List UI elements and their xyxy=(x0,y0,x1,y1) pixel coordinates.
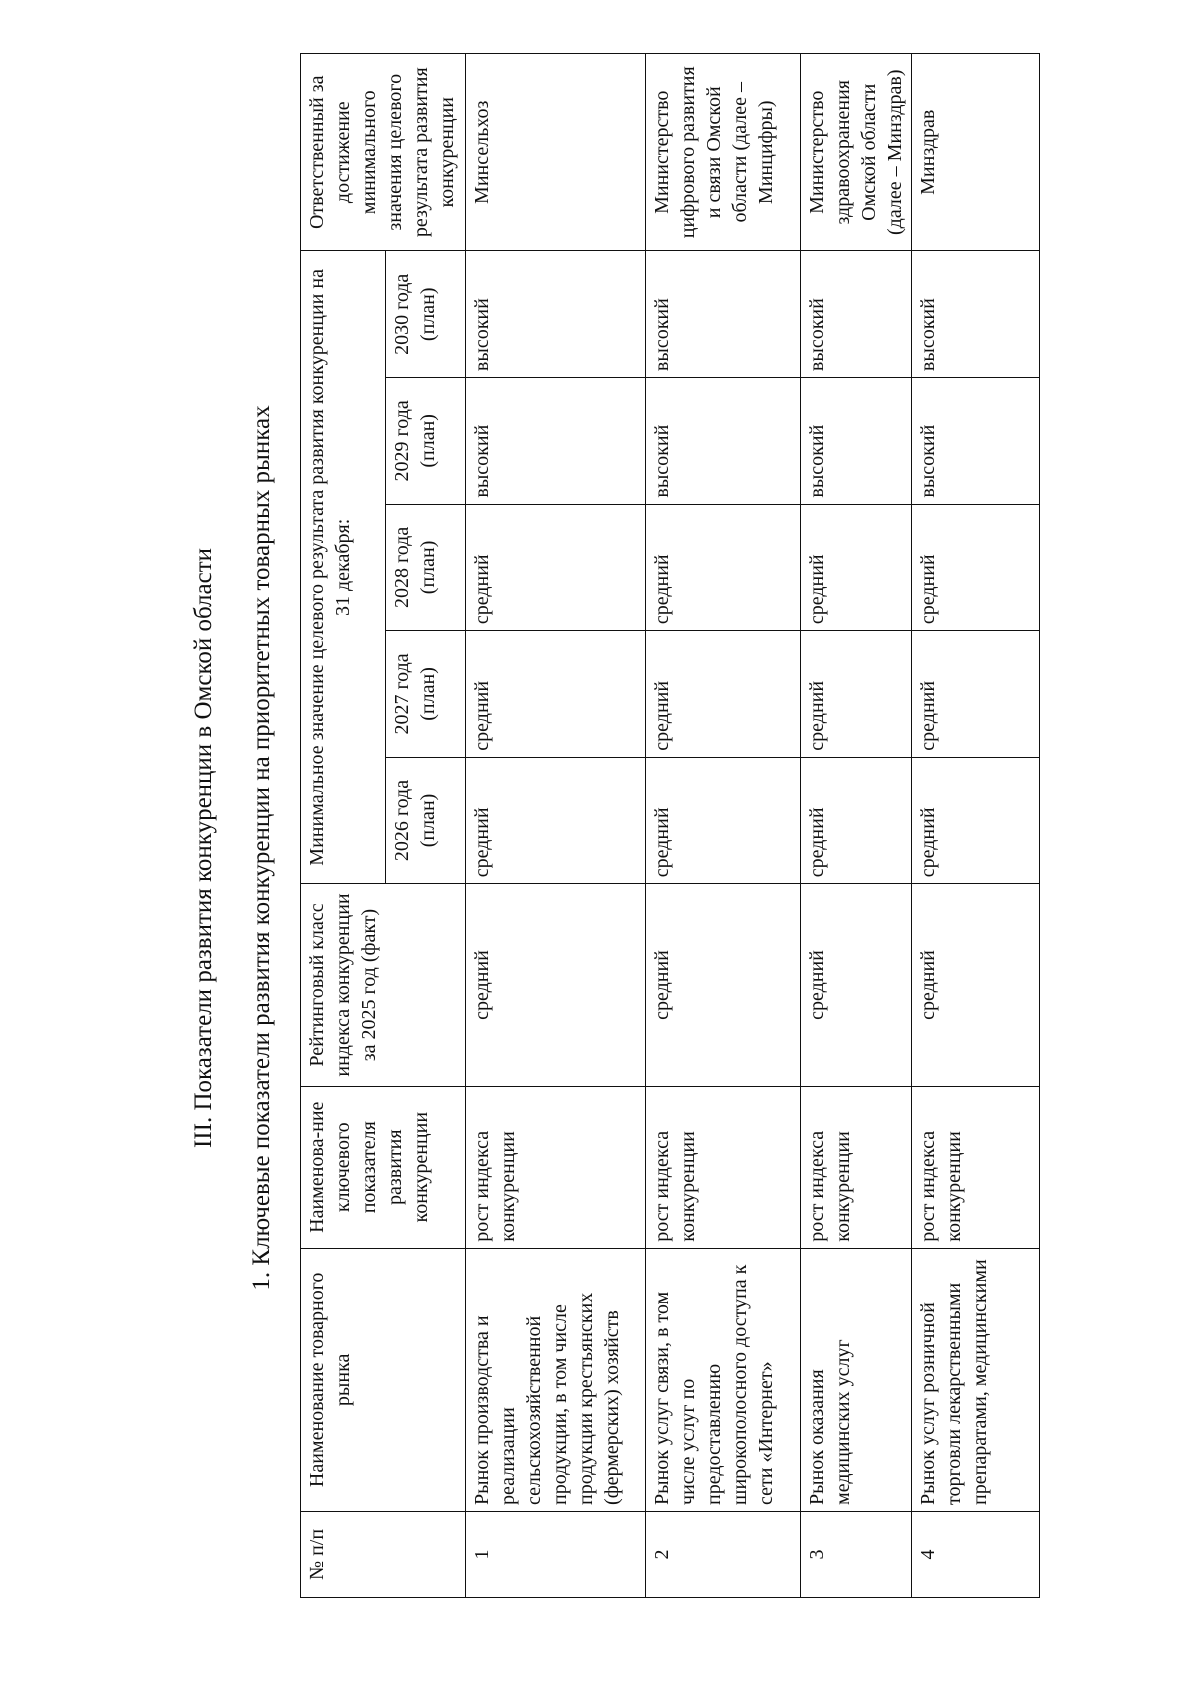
cell-market: Рынок производства и реализации сельскохозяйственной продукции, в том числе продукции крестьянских (фермерских) хозяйств xyxy=(466,1248,646,1511)
subsection-title: 1. Ключевые показатели развития конкуренции на приоритетных товарных рынках xyxy=(248,405,275,1291)
cell-num: 1 xyxy=(466,1511,646,1597)
cell-indicator: рост индекса конкуренции xyxy=(912,1086,1040,1248)
cell-market: Рынок оказания медицинских услуг xyxy=(801,1248,912,1511)
header-responsible: Ответственный за достижение минимального значения целевого результата развития конкуренции xyxy=(301,54,466,252)
cell-indicator: рост индекса конкуренции xyxy=(646,1086,801,1248)
cell-2028: средний xyxy=(801,504,912,631)
indicators-table xyxy=(300,53,1040,1598)
cell-rating: средний xyxy=(912,884,1040,1086)
cell-2029: высокий xyxy=(646,378,801,505)
cell-2028: средний xyxy=(912,504,1040,631)
header-2029: 2029 года (план) xyxy=(386,378,466,505)
cell-2029: высокий xyxy=(912,378,1040,505)
header-indicator: Наименова-ние ключевого показателя развития конкуренции xyxy=(301,1086,466,1248)
cell-2027: средний xyxy=(912,631,1040,758)
cell-responsible: Минздрав xyxy=(912,54,1040,252)
cell-2026: средний xyxy=(466,757,646,884)
cell-2028: средний xyxy=(466,504,646,631)
cell-responsible: Минсельхоз xyxy=(466,54,646,252)
cell-rating: средний xyxy=(801,884,912,1086)
table-row xyxy=(466,54,646,1598)
header-2027: 2027 года (план) xyxy=(386,631,466,758)
cell-2030: высокий xyxy=(646,251,801,378)
cell-2026: средний xyxy=(801,757,912,884)
cell-indicator: рост индекса конкуренции xyxy=(801,1086,912,1248)
cell-market: Рынок услуг розничной торговли лекарственными препаратами, медицинскими xyxy=(912,1248,1040,1511)
cell-rating: средний xyxy=(646,884,801,1086)
header-2028: 2028 года (план) xyxy=(386,504,466,631)
table-row xyxy=(801,54,912,1598)
header-min-value: Минимальное значение целевого результата развития конкуренции на 31 декабря: xyxy=(301,251,386,884)
cell-num: 4 xyxy=(912,1511,1040,1597)
cell-2026: средний xyxy=(912,757,1040,884)
table-row xyxy=(646,54,801,1598)
cell-responsible: Министерство здравоохранения Омской области (далее – Минздрав) xyxy=(801,54,912,252)
header-rating: Рейтинговый класс индекса конкуренции за 2025 год (факт) xyxy=(301,884,466,1086)
header-num: № п/п xyxy=(301,1511,466,1597)
header-market: Наименование товарного рынка xyxy=(301,1248,466,1511)
cell-market: Рынок услуг связи, в том числе услуг по предоставлению широкополосного доступа к сети «Интернет» xyxy=(646,1248,801,1511)
cell-num: 2 xyxy=(646,1511,801,1597)
cell-num: 3 xyxy=(801,1511,912,1597)
cell-indicator: рост индекса конкуренции xyxy=(466,1086,646,1248)
cell-responsible: Министерство цифрового развития и связи Омской области (далее – Минцифры) xyxy=(646,54,801,252)
cell-2027: средний xyxy=(466,631,646,758)
cell-2029: высокий xyxy=(466,378,646,505)
cell-2027: средний xyxy=(646,631,801,758)
cell-2028: средний xyxy=(646,504,801,631)
section-title: III. Показатели развития конкуренции в Омской области xyxy=(190,547,217,1149)
header-2026: 2026 года (план) xyxy=(386,757,466,884)
cell-2027: средний xyxy=(801,631,912,758)
cell-2029: высокий xyxy=(801,378,912,505)
table-row xyxy=(912,54,1040,1598)
cell-2030: высокий xyxy=(466,251,646,378)
cell-2026: средний xyxy=(646,757,801,884)
cell-rating: средний xyxy=(466,884,646,1086)
cell-2030: высокий xyxy=(801,251,912,378)
header-2030: 2030 года (план) xyxy=(386,251,466,378)
rotated-page xyxy=(0,38,1160,1658)
cell-2030: высокий xyxy=(912,251,1040,378)
